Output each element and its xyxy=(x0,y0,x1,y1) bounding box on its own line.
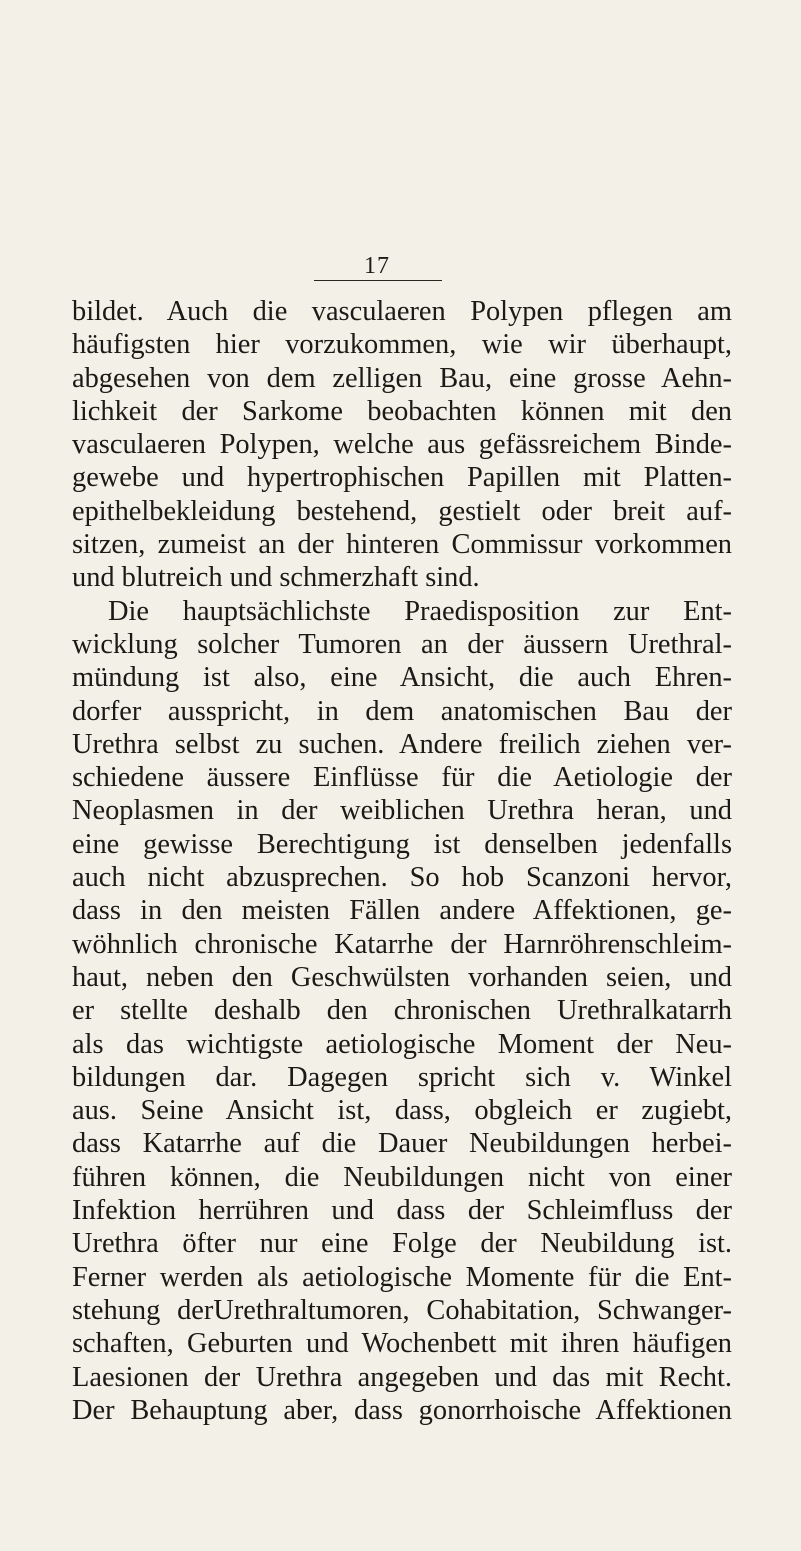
text-line: dass in den meisten Fällen andere Affektionen, ge- xyxy=(72,895,732,927)
body-text xyxy=(72,295,732,1427)
text-line: epithelbekleidung bestehend, gestielt oder breit auf- xyxy=(72,495,732,527)
text-line: schaften, Geburten und Wochenbett mit ihren häufigen xyxy=(72,1328,732,1360)
text-line: Ferner werden als aetiologische Momente für die Ent- xyxy=(72,1261,732,1293)
text-line: schiedene äussere Einflüsse für die Aetiologie der xyxy=(72,762,732,794)
text-line: abgesehen von dem zelligen Bau, eine grosse Aehn- xyxy=(72,362,732,394)
text-line: mündung ist also, eine Ansicht, die auch Ehren- xyxy=(72,662,732,694)
text-line: haut, neben den Geschwülsten vorhanden seien, und xyxy=(72,961,732,993)
text-line: lichkeit der Sarkome beobachten können mit den xyxy=(72,395,732,427)
text-line: führen können, die Neubildungen nicht von einer xyxy=(72,1161,732,1193)
text-line: bildet. Auch die vasculaeren Polypen pflegen am xyxy=(72,296,732,327)
text-line: Urethra selbst zu suchen. Andere freilich ziehen ver- xyxy=(72,728,732,760)
text-line: wicklung solcher Tumoren an der äussern Urethral- xyxy=(72,628,732,660)
text-line: wöhnlich chronische Katarrhe der Harnröhrenschleim- xyxy=(72,928,732,960)
text-line: Laesionen der Urethra angegeben und das mit Recht. xyxy=(72,1361,732,1393)
text-line: gewebe und hypertrophischen Papillen mit Platten- xyxy=(72,462,732,494)
text-line: dass Katarrhe auf die Dauer Neubildungen herbei- xyxy=(72,1128,732,1160)
page-number: 17 xyxy=(364,253,390,279)
text-line: Urethra öfter nur eine Folge der Neubildung ist. xyxy=(72,1228,732,1260)
text-line: und blutreich und schmerzhaft sind. xyxy=(72,562,480,594)
text-line: bildungen dar. Dagegen spricht sich v. Winkel xyxy=(72,1061,732,1093)
text-line: stehung derUrethraltumoren, Cohabitation, Schwanger- xyxy=(72,1294,732,1326)
text-line: Neoplasmen in der weiblichen Urethra heran, und xyxy=(72,795,732,827)
text-line: Infektion herrühren und dass der Schleimfluss der xyxy=(72,1195,732,1227)
page-number-rule xyxy=(314,280,442,281)
text-line: als das wichtigste aetiologische Moment der Neu- xyxy=(72,1028,732,1060)
text-line: er stellte deshalb den chronischen Urethralkatarrh xyxy=(72,995,732,1027)
text-line: aus. Seine Ansicht ist, dass, obgleich er zugiebt, xyxy=(72,1095,732,1127)
text-line: dorfer ausspricht, in dem anatomischen Bau der xyxy=(72,695,732,727)
text-line: Der Behauptung aber, dass gonorrhoische Affektionen xyxy=(72,1394,732,1426)
text-line: Die hauptsächlichste Praedisposition zur Ent- xyxy=(108,595,732,627)
text-line: vasculaeren Polypen, welche aus gefässreichem Binde- xyxy=(72,429,732,461)
text-line: auch nicht abzusprechen. So hob Scanzoni hervor, xyxy=(72,862,732,894)
text-line: sitzen, zumeist an der hinteren Commissur vorkommen xyxy=(72,529,732,561)
text-line: eine gewisse Berechtigung ist denselben jedenfalls xyxy=(72,828,732,860)
text-line: häufigsten hier vorzukommen, wie wir überhaupt, xyxy=(72,329,732,361)
